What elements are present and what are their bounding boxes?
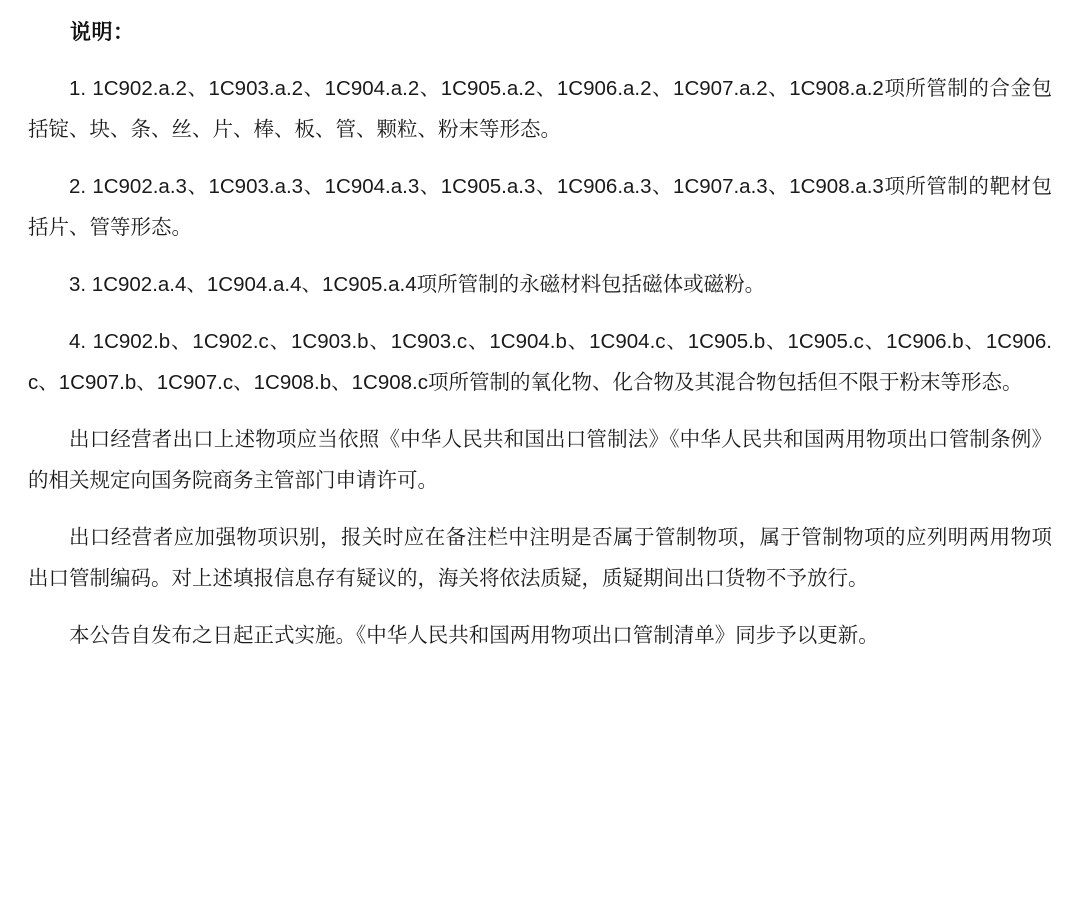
paragraph-note-4: 4. 1C902.b、1C902.c、1C903.b、1C903.c、1C904.b、1C904.c、1C905.b、1C905.c、1C906.b、1C906.c、1C907.b、1C907.c、1C908.b、1C908.c项所管制的氧化物、化合物及其混合物包括但不限于粉末等形态。 [28,329,1052,394]
paragraph-note-1: 1. 1C902.a.2、1C903.a.2、1C904.a.2、1C905.a.2、1C906.a.2、1C907.a.2、1C908.a.2项所管制的合金包括锭、块、条、丝、片、棒、板、管、颗粒、粉末等形态。 [28,76,1052,141]
page-title: 说明： [70,21,135,44]
paragraph-customs-declaration: 出口经营者应加强物项识别，报关时应在备注栏中注明是否属于管制物项，属于管制物项的应列明两用物项出口管制编码。对上述填报信息存有疑议的，海关将依法质疑，质疑期间出口货物不予放行。 [28,525,1052,590]
paragraph-note-2: 2. 1C902.a.3、1C903.a.3、1C904.a.3、1C905.a.3、1C906.a.3、1C907.a.3、1C908.a.3项所管制的靶材包括片、管等形态。 [28,174,1052,239]
paragraph-effective-date: 本公告自发布之日起正式实施。《中华人民共和国两用物项出口管制清单》同步予以更新。 [69,623,879,647]
paragraph-license-requirement: 出口经营者出口上述物项应当依照《中华人民共和国出口管制法》《中华人民共和国两用物项出口管制条例》的相关规定向国务院商务主管部门申请许可。 [28,427,1052,492]
paragraph-note-3: 3. 1C902.a.4、1C904.a.4、1C905.a.4项所管制的永磁材料包括磁体或磁粉。 [69,272,766,296]
